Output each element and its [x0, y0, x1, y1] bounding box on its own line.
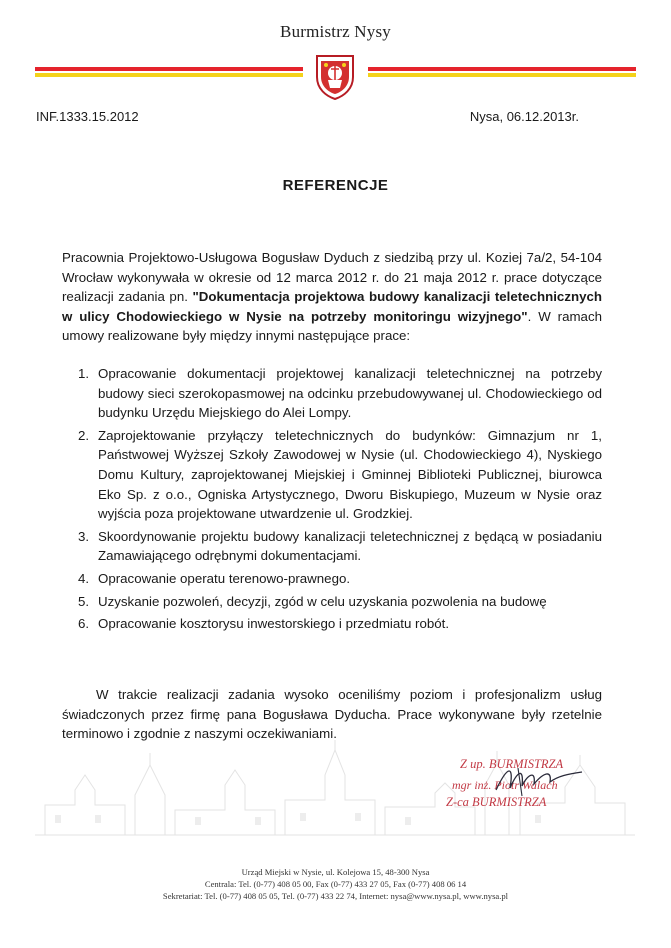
list-item-number: 6.	[78, 616, 90, 632]
list-item	[78, 569, 602, 589]
list-item-number: 1.	[78, 366, 90, 381]
list-item-number: 2.	[78, 427, 90, 443]
footer-central: Centrala: Tel. (0-77) 408 05 00, Fax (0-77) 433 27 05, Fax (0-77) 408 06 14	[204, 879, 467, 890]
list-item	[78, 527, 602, 566]
list-item-text: Opracowanie dokumentacji projektowej kanalizacji teletechnicznej na potrzeby budowy sieci szerokopasmowej na odcinku przebudowywanej ul. Chodowieckiego od budynku Urzędu Miejskiego do Alei Lompy.	[98, 366, 602, 421]
intro-text-2: . W ramach umowy realizowane były między innymi następujące prace:	[62, 308, 602, 344]
list-item	[78, 592, 602, 612]
works-list	[78, 364, 602, 637]
reference-number: INF.1333.15.2012	[36, 109, 139, 124]
header-stripe-right-yellow	[368, 73, 636, 77]
stamp-position: Z-ca BURMISTRZA	[446, 795, 547, 809]
list-item-text: Opracowanie kosztorysu inwestorskiego i przedmiatu robót.	[98, 616, 450, 632]
footer-address: Urząd Miejski w Nysie, ul. Kolejowa 15, 48-300 Nysa	[241, 867, 430, 877]
list-item-text: Uzyskanie pozwoleń, decyzji, zgód w celu uzyskania pozwolenia na budowę	[98, 593, 547, 609]
list-item-number: 5.	[78, 593, 90, 609]
intro-paragraph	[62, 248, 602, 346]
list-item	[78, 426, 602, 524]
header-stripe-right-red	[368, 67, 636, 71]
stamp-name: mgr inż. Piotr Walach	[452, 778, 558, 792]
intro-text-1: Pracownia Projektowo-Usługowa Bogusław Dyduch z siedzibą przy ul. Koziej 7a/2, 54-104 Wrocław wykonywała w okresie od 12 marca 2012 r. do 21 maja 2012 r. prace dotyczące realizacji zadania pn.	[62, 250, 602, 305]
list-item-number: 3.	[78, 528, 90, 544]
header-stripe-left-yellow	[35, 73, 303, 77]
handwritten-signature	[488, 760, 588, 800]
footer-secretariat: Sekretariat: Tel. (0-77) 408 05 05, Tel. (0-77) 433 22 74, Internet: nysa@www.nysa.pl, www.nysa.pl	[162, 891, 509, 902]
list-item	[78, 364, 602, 423]
task-name: "Dokumentacja projektowa budowy kanalizacji teletechnicznych w ulicy Chodowieckiego w Nysie na potrzeby monitoringu wizyjnego"	[62, 289, 603, 324]
stamp-line-1: Z up. BURMISTRZA	[460, 757, 564, 771]
document-heading: REFERENCJE	[282, 177, 389, 194]
list-item-number: 4.	[78, 570, 90, 586]
footer	[0, 866, 671, 903]
header-stripe-left-red	[35, 67, 303, 71]
list-item-text: Opracowanie operatu terenowo-prawnego.	[98, 570, 351, 586]
list-item	[78, 614, 602, 634]
office-title: Burmistrz Nysy	[280, 22, 391, 41]
place-date: Nysa, 06.12.2013r.	[469, 109, 579, 124]
list-item-text: Skoordynowanie projektu budowy kanalizacji teletechnicznej z będącą w posiadaniu Zamawiającego odrębnymi dokumentacjami.	[98, 528, 602, 564]
list-item-text: Zaprojektowanie przyłączy teletechnicznych do budynków: Gimnazjum nr 1, Państwowej Wyższej Szkoły Zawodowej w Nysie (ul. Chodowieckiego 4), Nyskiego Domu Kultury, zaprojektowanej Miejskiej i Gminnej Biblioteki Publicznej, biurowca Eko Sp. z o.o., Ogniska Artystycznego, Dworu Biskupiego, Muzeum w Nysie oraz wyjścia poza projektowane utwardzenie ul. Grodzkiej.	[98, 427, 602, 522]
city-crest-icon	[314, 53, 356, 101]
closing-paragraph: W trakcie realizacji zadania wysoko oceniliśmy poziom i profesjonalizm usług świadczonych przez firmę pana Bogusława Dyducha. Prace wykonywane były rzetelnie terminowo i zgodnie z naszymi oczekiwaniami.	[62, 687, 602, 742]
